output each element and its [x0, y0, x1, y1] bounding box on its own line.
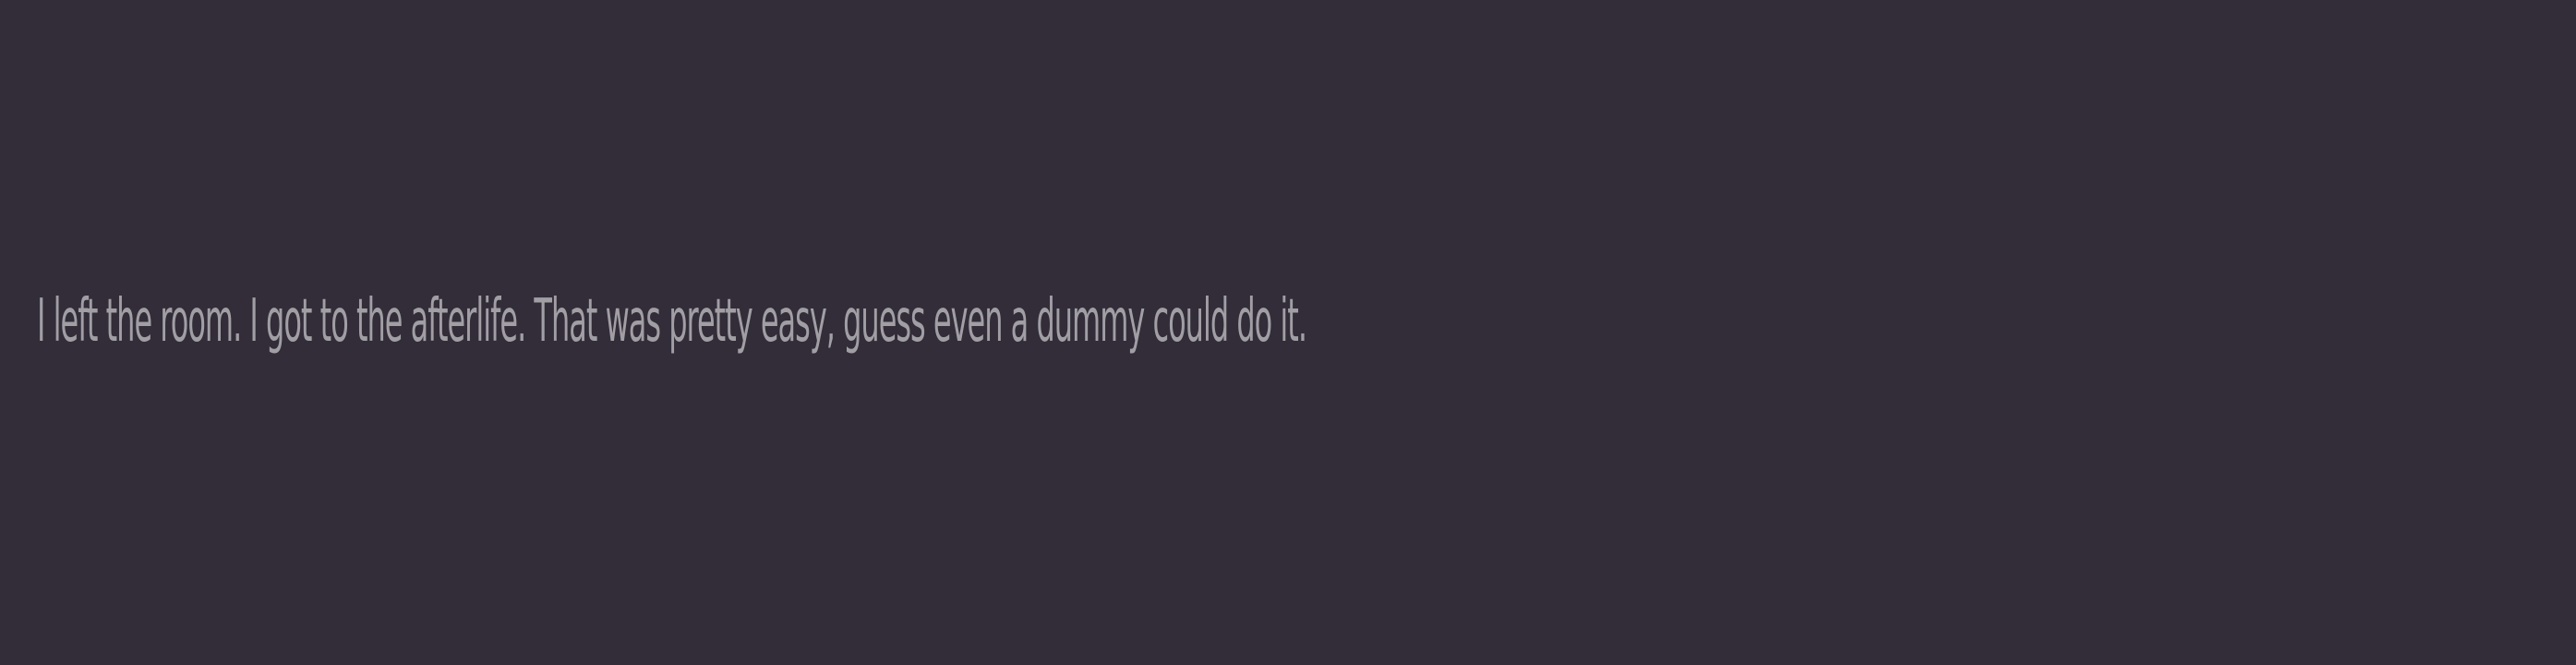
narration-box — [37, 284, 1306, 369]
narration-text: I left the room. I got to the afterlife. That was pretty easy, guess even a dummy could do it. — [37, 287, 1306, 356]
